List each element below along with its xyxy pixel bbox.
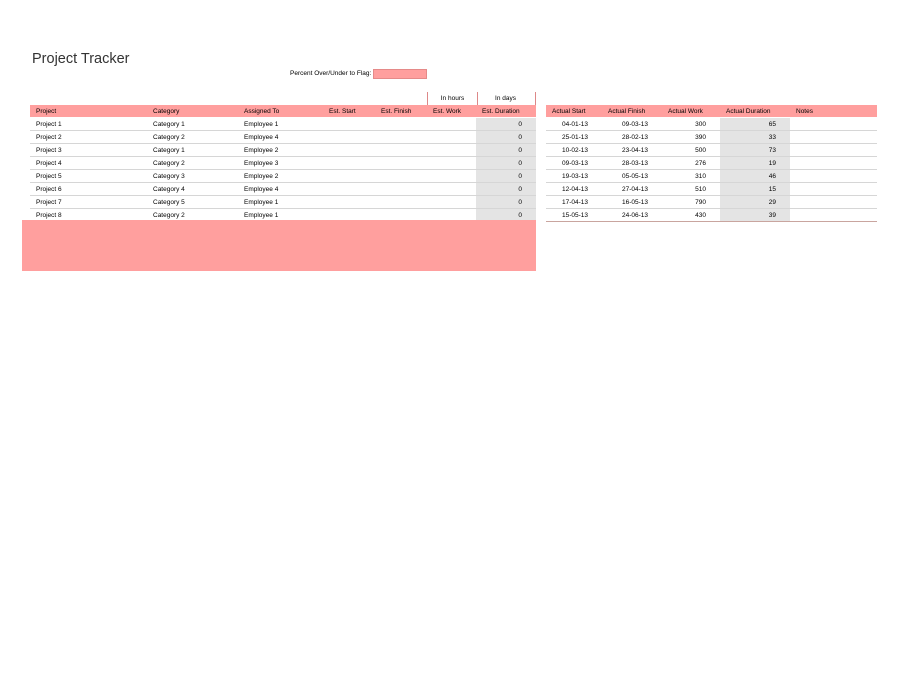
est-finish-cell[interactable] bbox=[375, 157, 427, 170]
column-header: Est. Work bbox=[427, 105, 476, 118]
actual-finish-cell[interactable]: 16-05-13 bbox=[602, 196, 662, 209]
actual-finish-cell[interactable]: 28-03-13 bbox=[602, 157, 662, 170]
notes-cell[interactable] bbox=[790, 196, 877, 209]
project-cell[interactable]: Project 4 bbox=[30, 157, 147, 170]
notes-cell[interactable] bbox=[790, 131, 877, 144]
actual-work-cell[interactable]: 790 bbox=[662, 196, 720, 209]
actual-table bbox=[546, 105, 877, 222]
actual-duration-cell[interactable]: 33 bbox=[720, 131, 790, 144]
project-cell[interactable]: Project 5 bbox=[30, 170, 147, 183]
estimate-table bbox=[30, 105, 536, 222]
est-duration-cell[interactable]: 0 bbox=[476, 118, 536, 131]
actual-duration-cell[interactable]: 19 bbox=[720, 157, 790, 170]
actual-work-cell[interactable]: 430 bbox=[662, 209, 720, 222]
actual-work-cell[interactable]: 276 bbox=[662, 157, 720, 170]
actual-duration-cell[interactable]: 15 bbox=[720, 183, 790, 196]
project-cell[interactable]: Project 3 bbox=[30, 144, 147, 157]
column-header: Notes bbox=[790, 105, 877, 118]
actual-finish-cell[interactable]: 09-03-13 bbox=[602, 118, 662, 131]
assigned-cell[interactable]: Employee 2 bbox=[238, 170, 323, 183]
project-cell[interactable]: Project 1 bbox=[30, 118, 147, 131]
category-cell[interactable]: Category 4 bbox=[147, 183, 238, 196]
table-row bbox=[30, 118, 536, 131]
assigned-cell[interactable]: Employee 1 bbox=[238, 196, 323, 209]
column-header: Est. Finish bbox=[375, 105, 427, 118]
est-work-cell[interactable] bbox=[427, 157, 476, 170]
actual-start-cell[interactable]: 12-04-13 bbox=[546, 183, 602, 196]
notes-cell[interactable] bbox=[790, 118, 877, 131]
est-duration-cell[interactable]: 0 bbox=[476, 144, 536, 157]
table-row bbox=[30, 131, 536, 144]
est-finish-cell[interactable] bbox=[375, 144, 427, 157]
est-start-cell[interactable] bbox=[323, 170, 375, 183]
actual-finish-cell[interactable]: 23-04-13 bbox=[602, 144, 662, 157]
category-cell[interactable]: Category 2 bbox=[147, 209, 238, 222]
est-work-cell[interactable] bbox=[427, 144, 476, 157]
est-finish-cell[interactable] bbox=[375, 196, 427, 209]
notes-cell[interactable] bbox=[790, 170, 877, 183]
est-work-cell[interactable] bbox=[427, 118, 476, 131]
column-header: Actual Finish bbox=[602, 105, 662, 118]
table-row bbox=[546, 209, 877, 222]
column-header: Est. Start bbox=[323, 105, 375, 118]
unit-days-label: In days bbox=[476, 92, 536, 105]
actual-work-cell[interactable]: 500 bbox=[662, 144, 720, 157]
est-duration-cell[interactable]: 0 bbox=[476, 131, 536, 144]
project-cell[interactable]: Project 8 bbox=[30, 209, 147, 222]
category-cell[interactable]: Category 2 bbox=[147, 131, 238, 144]
column-header: Actual Start bbox=[546, 105, 602, 118]
flag-input[interactable] bbox=[373, 69, 427, 79]
est-start-cell[interactable] bbox=[323, 144, 375, 157]
actual-finish-cell[interactable]: 05-05-13 bbox=[602, 170, 662, 183]
notes-cell[interactable] bbox=[790, 144, 877, 157]
actual-work-cell[interactable]: 310 bbox=[662, 170, 720, 183]
category-cell[interactable]: Category 1 bbox=[147, 144, 238, 157]
actual-finish-cell[interactable]: 24-06-13 bbox=[602, 209, 662, 222]
est-finish-cell[interactable] bbox=[375, 118, 427, 131]
project-cell[interactable]: Project 2 bbox=[30, 131, 147, 144]
table-row bbox=[30, 157, 536, 170]
actual-work-cell[interactable]: 510 bbox=[662, 183, 720, 196]
est-finish-cell[interactable] bbox=[375, 131, 427, 144]
table-row bbox=[546, 157, 877, 170]
table-row bbox=[546, 183, 877, 196]
category-cell[interactable]: Category 2 bbox=[147, 157, 238, 170]
highlight-area bbox=[22, 220, 536, 271]
est-finish-cell[interactable] bbox=[375, 170, 427, 183]
est-start-cell[interactable] bbox=[323, 131, 375, 144]
column-header: Est. Duration bbox=[476, 105, 536, 118]
est-duration-cell[interactable]: 0 bbox=[476, 157, 536, 170]
actual-work-cell[interactable]: 300 bbox=[662, 118, 720, 131]
est-start-cell[interactable] bbox=[323, 183, 375, 196]
actual-start-cell[interactable]: 10-02-13 bbox=[546, 144, 602, 157]
actual-duration-cell[interactable]: 29 bbox=[720, 196, 790, 209]
unit-hours-label: In hours bbox=[427, 92, 478, 105]
est-work-cell[interactable] bbox=[427, 196, 476, 209]
category-cell[interactable]: Category 3 bbox=[147, 170, 238, 183]
actual-start-cell[interactable]: 09-03-13 bbox=[546, 157, 602, 170]
page-title: Project Tracker bbox=[32, 51, 130, 67]
est-duration-cell[interactable]: 0 bbox=[476, 183, 536, 196]
actual-start-cell[interactable]: 04-01-13 bbox=[546, 118, 602, 131]
actual-start-cell[interactable]: 25-01-13 bbox=[546, 131, 602, 144]
assigned-cell[interactable]: Employee 4 bbox=[238, 131, 323, 144]
est-start-cell[interactable] bbox=[323, 118, 375, 131]
column-header: Assigned To bbox=[238, 105, 323, 118]
table-row bbox=[546, 144, 877, 157]
est-finish-cell[interactable] bbox=[375, 183, 427, 196]
assigned-cell[interactable]: Employee 1 bbox=[238, 209, 323, 222]
column-header: Project bbox=[30, 105, 147, 118]
table-row bbox=[546, 118, 877, 131]
est-duration-cell[interactable]: 0 bbox=[476, 170, 536, 183]
actual-finish-cell[interactable]: 27-04-13 bbox=[602, 183, 662, 196]
category-cell[interactable]: Category 1 bbox=[147, 118, 238, 131]
est-work-cell[interactable] bbox=[427, 170, 476, 183]
notes-cell[interactable] bbox=[790, 183, 877, 196]
assigned-cell[interactable]: Employee 2 bbox=[238, 144, 323, 157]
project-cell[interactable]: Project 7 bbox=[30, 196, 147, 209]
flag-label: Percent Over/Under to Flag: bbox=[290, 70, 372, 77]
actual-duration-cell[interactable]: 73 bbox=[720, 144, 790, 157]
actual-duration-cell[interactable]: 46 bbox=[720, 170, 790, 183]
est-duration-cell[interactable]: 0 bbox=[476, 196, 536, 209]
notes-cell[interactable] bbox=[790, 157, 877, 170]
actual-start-cell[interactable]: 19-03-13 bbox=[546, 170, 602, 183]
project-cell[interactable]: Project 6 bbox=[30, 183, 147, 196]
assigned-cell[interactable]: Employee 1 bbox=[238, 118, 323, 131]
table-row bbox=[546, 196, 877, 209]
category-cell[interactable]: Category 5 bbox=[147, 196, 238, 209]
actual-work-cell[interactable]: 390 bbox=[662, 131, 720, 144]
table-row bbox=[546, 170, 877, 183]
column-header: Category bbox=[147, 105, 238, 118]
est-duration-cell[interactable]: 0 bbox=[476, 209, 536, 222]
est-work-cell[interactable] bbox=[427, 131, 476, 144]
table-row bbox=[30, 183, 536, 196]
assigned-cell[interactable]: Employee 4 bbox=[238, 183, 323, 196]
actual-start-cell[interactable]: 17-04-13 bbox=[546, 196, 602, 209]
actual-start-cell[interactable]: 15-05-13 bbox=[546, 209, 602, 222]
table-row bbox=[30, 196, 536, 209]
actual-duration-cell[interactable]: 39 bbox=[720, 209, 790, 222]
column-header: Actual Work bbox=[662, 105, 720, 118]
actual-duration-cell[interactable]: 65 bbox=[720, 118, 790, 131]
table-row bbox=[546, 131, 877, 144]
notes-cell[interactable] bbox=[790, 209, 877, 222]
actual-finish-cell[interactable]: 28-02-13 bbox=[602, 131, 662, 144]
est-start-cell[interactable] bbox=[323, 157, 375, 170]
table-row bbox=[30, 170, 536, 183]
assigned-cell[interactable]: Employee 3 bbox=[238, 157, 323, 170]
column-header: Actual Duration bbox=[720, 105, 790, 118]
table-row bbox=[30, 144, 536, 157]
est-work-cell[interactable] bbox=[427, 183, 476, 196]
est-start-cell[interactable] bbox=[323, 196, 375, 209]
